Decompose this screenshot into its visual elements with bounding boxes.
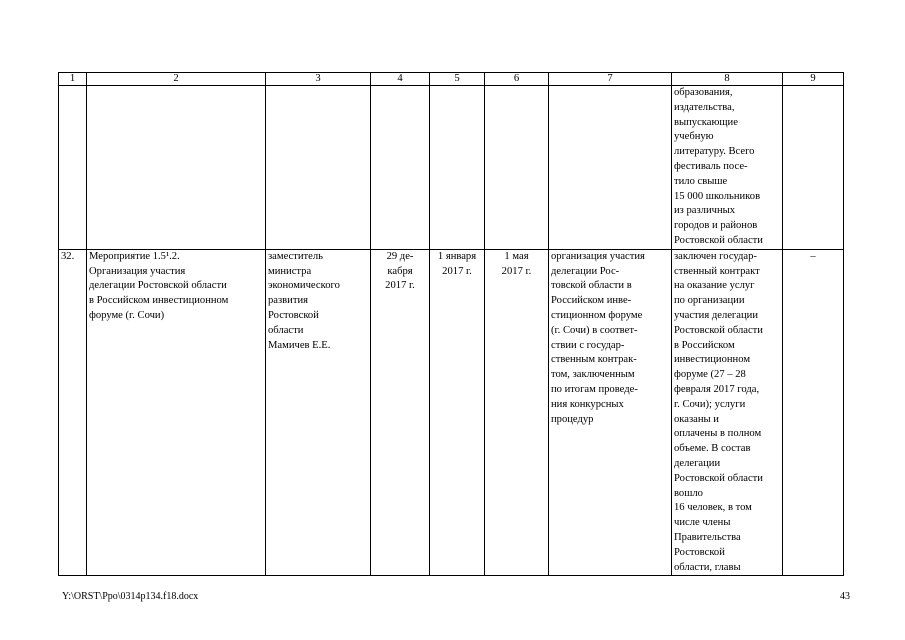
- actual-result: заключен государ- ственный контракт на оказание услуг по организации участия делегации Ростовской области в Российском инвестиционном форуме (27 – 28 февраля 2017 года, г. Сочи); услуги оказаны и оплачены в полном объеме. В состав делегации Ростовской области вошло 16 человек, в том числе члены Правительства Ростовской области, главы: [672, 249, 783, 576]
- row-number: 32.: [59, 249, 87, 576]
- cont-cell-3: [266, 86, 371, 250]
- end-date: 1 мая 2017 г.: [485, 249, 549, 576]
- header-cell-6: 6: [485, 73, 549, 86]
- cont-cell-actual-result: образования, издательства, выпускающие учебную литературу. Всего фестиваль посе- тило свыше 15 000 школьников из различных городов и районов Ростовской области: [672, 86, 783, 250]
- header-cell-7: 7: [549, 73, 672, 86]
- header-row: [59, 73, 844, 86]
- cont-cell-9: [783, 86, 844, 250]
- header-cell-4: 4: [371, 73, 430, 86]
- cont-cell-6: [485, 86, 549, 250]
- cont-cell-7: [549, 86, 672, 250]
- expected-result: организация участия делегации Рос- товской области в Российском инве- стиционном форуме (г. Сочи) в соответ- ствии с государ- ственным контрак- том, заключенным по итогам проведе- ния конкурсных процедур: [549, 249, 672, 576]
- continuation-row: [59, 86, 844, 250]
- report-table: [58, 72, 844, 576]
- cont-cell-1: [59, 86, 87, 250]
- table-row-32: [59, 249, 844, 576]
- responsible-person: заместитель министра экономического развития Ростовской области Мамичев Е.Е.: [266, 249, 371, 576]
- cont-cell-4: [371, 86, 430, 250]
- event-name: Мероприятие 1.5¹.2. Организация участия делегации Ростовской области в Российском инвестиционном форуме (г. Сочи): [87, 249, 266, 576]
- cont-cell-2: [87, 86, 266, 250]
- header-cell-8: 8: [672, 73, 783, 86]
- notes: –: [783, 249, 844, 576]
- cont-cell-5: [430, 86, 485, 250]
- start-date: 1 января 2017 г.: [430, 249, 485, 576]
- header-cell-1: 1: [59, 73, 87, 86]
- planned-date: 29 де- кабря 2017 г.: [371, 249, 430, 576]
- page-number: 43: [840, 591, 850, 602]
- header-cell-3: 3: [266, 73, 371, 86]
- header-cell-9: 9: [783, 73, 844, 86]
- file-path: Y:\ORST\Ppo\0314p134.f18.docx: [62, 591, 199, 602]
- header-cell-2: 2: [87, 73, 266, 86]
- header-cell-5: 5: [430, 73, 485, 86]
